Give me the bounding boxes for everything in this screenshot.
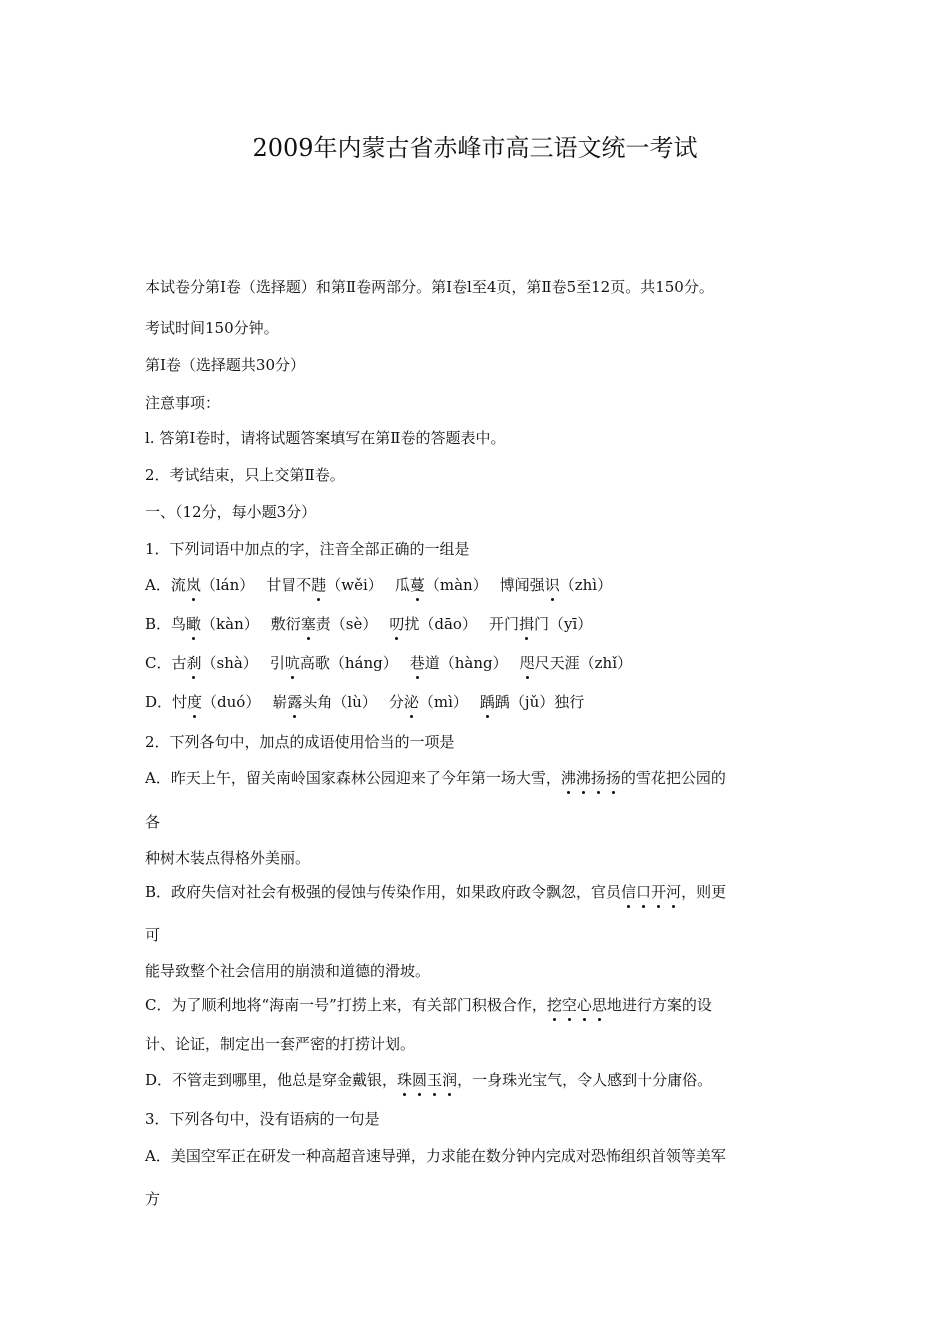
document-title: 2009年内蒙古省赤峰市高三语文统一考试 bbox=[252, 134, 698, 162]
question-3-option-a-wrap: 方 bbox=[145, 1190, 161, 1208]
intro-line: 考试时间150分钟。 bbox=[145, 319, 279, 337]
question-2-option-c-cont: 计、论证，制定出一套严密的打捞计划。 bbox=[145, 1035, 416, 1053]
question-2-option-c: C．为了顺利地将“海南一号”打捞上来，有关部门积极合作，挖空心思地进行方案的设 bbox=[145, 996, 712, 1014]
question-3-option-a: A．美国空军正在研发一种高超音速导弹，力求能在数分钟内完成对恐怖组织首领等美军 bbox=[145, 1147, 726, 1165]
question-3-stem: 3．下列各句中，没有语病的一句是 bbox=[145, 1110, 380, 1128]
question-1-option-d: D．忖度（duó） 崭露头角（lù） 分泌（mì） 踽踽（jǔ）独行 bbox=[145, 693, 585, 711]
question-1-option-c: C．古刹（shà） 引吭高歌（háng） 巷道（hàng） 咫尺天涯（zhǐ） bbox=[145, 654, 632, 672]
intro-line: 本试卷分第I卷（选择题）和第Ⅱ卷两部分。第Ⅰ卷l至4页，第Ⅱ卷5至12页。共150分。 bbox=[145, 278, 714, 296]
question-2-option-b-cont: 能导致整个社会信用的崩溃和道德的滑坡。 bbox=[145, 962, 431, 980]
question-2-option-a-cont: 种树木装点得格外美丽。 bbox=[145, 849, 311, 867]
question-1-stem: 1．下列词语中加点的字，注音全部正确的一组是 bbox=[145, 540, 470, 558]
section-heading: 第I卷（选择题共30分） bbox=[145, 356, 306, 374]
question-2-option-b: B．政府失信对社会有极强的侵蚀与传染作用，如果政府政令飘忽，官员信口开河，则更 bbox=[145, 883, 727, 901]
part-heading: 一、（12分，每小题3分） bbox=[145, 503, 317, 521]
notice-heading: 注意事项： bbox=[145, 394, 221, 412]
notice-item: 2．考试结束，只上交第Ⅱ卷。 bbox=[145, 466, 345, 484]
question-2-option-d: D．不管走到哪里，他总是穿金戴银，珠圆玉润，一身珠光宝气，令人感到十分庸俗。 bbox=[145, 1071, 713, 1089]
question-2-stem: 2．下列各句中，加点的成语使用恰当的一项是 bbox=[145, 733, 455, 751]
question-2-option-b-wrap: 可 bbox=[145, 926, 161, 944]
question-2-option-a-wrap: 各 bbox=[145, 813, 161, 831]
question-1-option-a: A．流岚（lán） 甘冒不韪（wěi） 瓜蔓（màn） 博闻强识（zhì） bbox=[145, 576, 613, 594]
notice-item: l. 答第I卷时，请将试题答案填写在第Ⅱ卷的答题表中。 bbox=[145, 429, 506, 447]
question-1-option-b: B．鸟瞰（kàn） 敷衍塞责（sè） 叨扰（dāo） 开门揖门（yī） bbox=[145, 615, 593, 633]
question-2-option-a: A．昨天上午，留关南岭国家森林公园迎来了今年第一场大雪，沸沸扬扬的雪花把公园的 bbox=[145, 769, 726, 787]
